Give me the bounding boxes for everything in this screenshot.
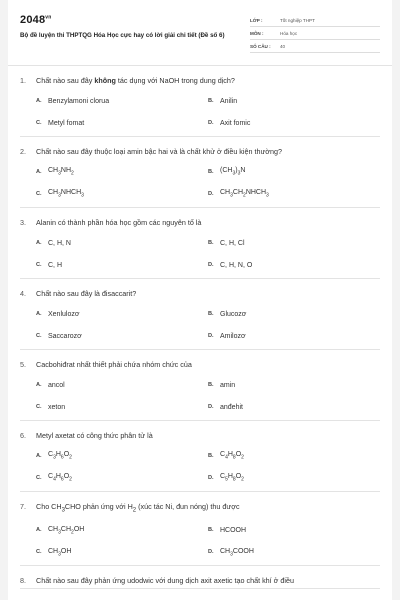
meta-grade-value: Tốt nghiệp THPT	[280, 17, 315, 23]
question-stem	[20, 147, 380, 157]
question-text: Metyl axetat có công thức phân tử là	[36, 431, 153, 440]
question-number: 4.	[20, 289, 26, 298]
question-stem	[20, 431, 380, 441]
question-item	[20, 279, 380, 350]
answer-option[interactable]	[208, 519, 380, 541]
question-stem	[20, 576, 380, 586]
question-text: Chất nào sau đây là đisaccarit?	[36, 289, 137, 298]
question-text: Chất nào sau đây thuộc loại amin bậc hai và là chất khử ở điều kiện thường?	[36, 147, 283, 156]
option-letter: A.	[36, 527, 42, 534]
option-text: $C_5H_8O_2$	[220, 473, 244, 483]
question-item	[20, 421, 380, 492]
option-text: $C_3H_6O_2$	[48, 451, 72, 461]
question-number: 5.	[20, 360, 26, 369]
option-text: Metyl fomat	[48, 119, 85, 127]
answer-option[interactable]	[208, 232, 380, 254]
option-letter: A.	[36, 311, 42, 317]
answer-options	[20, 303, 380, 347]
question-stem	[20, 289, 380, 299]
option-letter: C.	[36, 191, 42, 197]
option-text: C, H, Cl	[220, 239, 245, 247]
question-item	[20, 566, 380, 589]
option-text: Axit fomic	[220, 119, 251, 127]
answer-option[interactable]	[36, 183, 208, 205]
question-number: 3.	[20, 218, 26, 227]
option-letter: D.	[208, 191, 214, 197]
answer-option[interactable]	[208, 303, 380, 325]
question-item	[20, 66, 380, 137]
question-list	[8, 66, 392, 589]
question-text: Chất nào sau đây không tác dụng với NaOH trong dung dịch?	[36, 76, 235, 85]
option-text: $CH_3NHCH_3$	[48, 189, 84, 199]
question-text: Cho $CH_3CHO$ phản ứng với $H_2$ (xúc tác Ni, đun nóng) thu được	[36, 502, 240, 514]
option-text: $C_4H_6O_2$	[48, 473, 72, 483]
option-text: Glucozơ	[220, 310, 247, 318]
option-letter: A.	[36, 240, 42, 246]
worksheet-meta	[250, 14, 380, 53]
answer-option[interactable]	[36, 396, 208, 418]
option-text: xeton	[48, 403, 66, 411]
option-text: Benzylamoni clorua	[48, 97, 110, 105]
answer-option[interactable]	[208, 445, 380, 467]
option-text: $CH_3OH$	[48, 547, 72, 558]
option-letter: B.	[208, 453, 214, 459]
option-letter: B.	[208, 98, 214, 104]
meta-subject-row	[250, 27, 380, 40]
answer-options	[20, 90, 380, 134]
meta-subject-label: MÔN :	[250, 30, 264, 36]
option-text: C, H, N, O	[220, 261, 253, 269]
answer-option[interactable]	[208, 467, 380, 489]
option-letter: B.	[208, 311, 214, 317]
answer-option[interactable]	[36, 161, 208, 183]
answer-option[interactable]	[208, 541, 380, 563]
question-item	[20, 208, 380, 279]
answer-option[interactable]	[36, 541, 208, 563]
option-letter: C.	[36, 262, 42, 268]
answer-option[interactable]	[36, 232, 208, 254]
answer-option[interactable]	[36, 112, 208, 134]
option-text: $(CH_3)_3N$	[220, 167, 246, 177]
option-text: Amilozơ	[220, 332, 246, 340]
answer-option[interactable]	[208, 325, 380, 347]
meta-subject-value: Hóa học	[280, 30, 298, 36]
option-letter: B.	[208, 527, 214, 534]
meta-grade-row	[250, 14, 380, 27]
meta-count-label: SỐ CÂU :	[250, 43, 271, 49]
option-text: Saccarozơ	[48, 332, 82, 340]
question-stem	[20, 360, 380, 370]
question-number: 8.	[20, 576, 26, 586]
option-text: $CH_3COOH$	[220, 547, 254, 558]
meta-count-row	[250, 40, 380, 53]
answer-option[interactable]	[36, 254, 208, 276]
option-letter: D.	[208, 333, 214, 339]
answer-option[interactable]	[208, 396, 380, 418]
answer-option[interactable]	[36, 325, 208, 347]
answer-option[interactable]	[208, 374, 380, 396]
option-text: anđehit	[220, 403, 243, 411]
question-number: 1.	[20, 76, 26, 85]
option-letter: B.	[208, 240, 214, 246]
worksheet-page	[8, 0, 392, 600]
logo-text: 2048	[20, 14, 46, 26]
option-letter: C.	[36, 333, 42, 339]
option-text: C, H	[48, 261, 62, 269]
option-text: $CH_3CH_2NHCH_3$	[220, 189, 269, 199]
option-letter: A.	[36, 453, 42, 459]
answer-option[interactable]	[36, 519, 208, 541]
question-stem	[20, 502, 380, 515]
answer-options	[20, 445, 380, 489]
answer-option[interactable]	[208, 90, 380, 112]
option-text: C, H, N	[48, 239, 71, 247]
option-text: $C_4H_8O_2$	[220, 451, 244, 461]
answer-options	[20, 161, 380, 205]
answer-options	[20, 374, 380, 418]
answer-options	[20, 232, 380, 276]
answer-option[interactable]	[208, 161, 380, 183]
question-number: 7.	[20, 502, 26, 511]
option-text: Anilin	[220, 97, 238, 105]
question-item	[20, 350, 380, 421]
option-letter: D.	[208, 404, 214, 410]
answer-option[interactable]	[36, 467, 208, 489]
option-letter: D.	[208, 120, 214, 126]
worksheet-title: Bộ đề luyện thi THPTQG Hóa Học cực hay có lời giải chi tiết (Đề số 6)	[20, 32, 225, 39]
meta-count-value: 40	[280, 43, 286, 49]
option-letter: D.	[208, 262, 214, 268]
question-text: Chất nào sau đây phản ứng udodwic với dung dịch axit axetic tạo chất khí ở điều	[36, 576, 294, 586]
option-letter: B.	[208, 169, 214, 175]
answer-option[interactable]	[208, 112, 380, 134]
logo-suffix: vn	[45, 14, 52, 21]
option-letter: A.	[36, 169, 42, 175]
question-item	[20, 492, 380, 566]
option-letter: C.	[36, 549, 42, 556]
question-text: Cacbohiđrat nhất thiết phải chứa nhóm chức của	[36, 360, 192, 369]
worksheet-header	[8, 0, 392, 66]
question-stem	[20, 218, 380, 228]
question-stem	[20, 76, 380, 86]
option-text: HCOOH	[220, 526, 247, 534]
question-number: 6.	[20, 431, 26, 440]
option-letter: B.	[208, 382, 214, 388]
option-text: ancol	[48, 381, 65, 389]
meta-grade-label: LỚP :	[250, 17, 263, 23]
answer-option[interactable]	[36, 303, 208, 325]
option-letter: C.	[36, 475, 42, 481]
question-number: 2.	[20, 147, 26, 156]
option-letter: A.	[36, 98, 42, 104]
answer-options	[20, 519, 380, 563]
option-text: amin	[220, 381, 236, 389]
option-letter: D.	[208, 549, 214, 556]
option-text: Xenlulozơ	[48, 310, 80, 318]
question-text: Alanin có thành phần hóa học gồm các nguyên tố là	[36, 218, 202, 227]
answer-option[interactable]	[208, 254, 380, 276]
option-letter: C.	[36, 120, 42, 126]
answer-option[interactable]	[36, 445, 208, 467]
answer-option[interactable]	[36, 374, 208, 396]
answer-option[interactable]	[36, 90, 208, 112]
option-text: $CH_3NH_2$	[48, 167, 74, 177]
option-letter: D.	[208, 475, 214, 481]
answer-option[interactable]	[208, 183, 380, 205]
question-item	[20, 137, 380, 208]
option-text: $CH_3CH_2OH$	[48, 525, 85, 536]
option-letter: C.	[36, 404, 42, 410]
option-letter: A.	[36, 382, 42, 388]
